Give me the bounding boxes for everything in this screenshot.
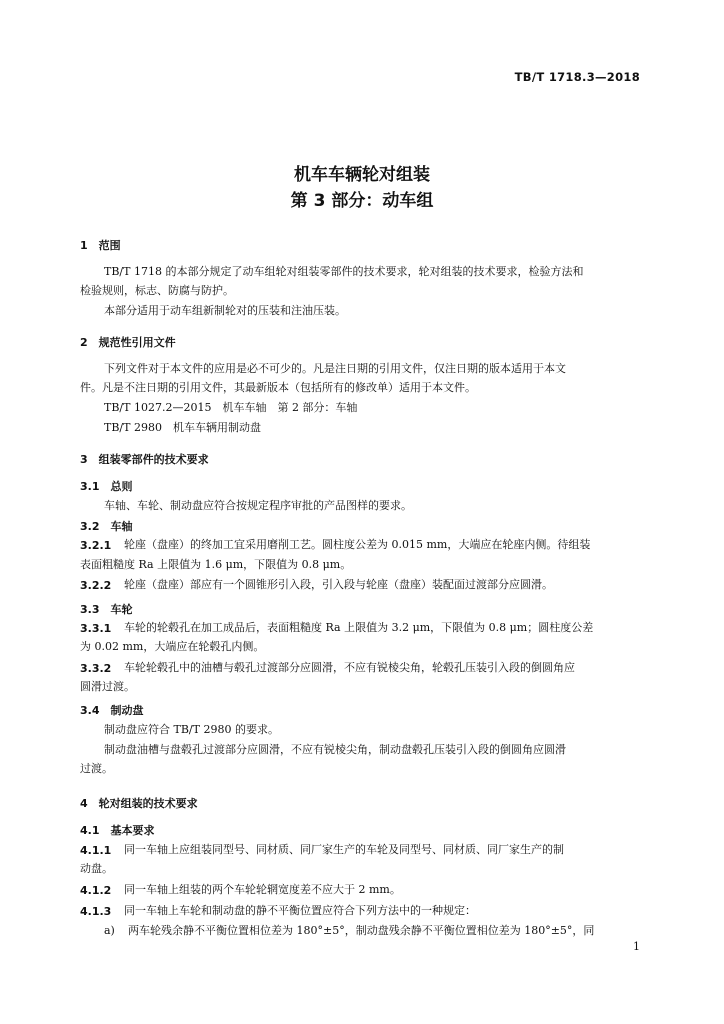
clause-3-3-2-number: 3.3.2 <box>80 662 112 675</box>
list-item-a-text: 两车轮残余静不平衡位置相位差为 180°±5°，制动盘残余静不平衡位置相位差为 180°±5°，同 <box>128 924 595 937</box>
clause-3-1-text: 车轴、车轮、制动盘应符合按规定程序审批的产品图样的要求。 <box>104 499 412 512</box>
clause-4-1-2-number: 4.1.2 <box>80 884 112 897</box>
document-subtitle: 第 3 部分：动车组 <box>290 191 434 211</box>
s2-para1-line2: 件。凡是不注日期的引用文件，其最新版本（包括所有的修改单）适用于本文件。 <box>80 381 476 394</box>
clause-3-2-1-line2: 表面粗糙度 Ra 上限值为 1.6 μm，下限值为 0.8 μm。 <box>80 558 352 571</box>
clause-3-4-heading: 3.4 制动盘 <box>80 704 144 717</box>
clause-3-3-2-line1: 车轮轮毂孔中的油槽与毂孔过渡部分应圆滑，不应有锐棱尖角，轮毂孔压装引入段的倒圆角应 <box>124 661 575 674</box>
reference-tb-t-1027: TB/T 1027.2—2015 机车车轴 第 2 部分：车轴 <box>104 401 358 414</box>
section-2-heading: 2 规范性引用文件 <box>80 336 176 349</box>
clause-4-1-heading: 4.1 基本要求 <box>80 824 155 837</box>
clause-3-3-1-line2: 为 0.02 mm，大端应在轮毂孔内侧。 <box>80 640 265 653</box>
section-3-heading: 3 组装零部件的技术要求 <box>80 453 209 466</box>
list-item-a-marker: a) <box>104 924 115 937</box>
clause-4-1-2-text: 同一车轴上组装的两个车轮轮辋宽度差不应大于 2 mm。 <box>124 883 401 896</box>
clause-3-4-para1: 制动盘应符合 TB/T 2980 的要求。 <box>104 723 279 736</box>
clause-3-2-1-number: 3.2.1 <box>80 539 112 552</box>
clause-3-1-heading: 3.1 总则 <box>80 480 133 493</box>
reference-tb-t-2980: TB/T 2980 机车车辆用制动盘 <box>104 421 261 434</box>
clause-3-4-para2-line2: 过渡。 <box>80 762 113 775</box>
clause-4-1-3-number: 4.1.3 <box>80 905 112 918</box>
s1-para1-line1: TB/T 1718 的本部分规定了动车组轮对组装零部件的技术要求，轮对组装的技术要求，检验方法和 <box>104 265 584 278</box>
s2-para1-line1: 下列文件对于本文件的应用是必不可少的。凡是注日期的引用文件，仅注日期的版本适用于本文 <box>104 362 566 375</box>
clause-4-1-1-line1: 同一车轴上应组装同型号、同材质、同厂家生产的车轮及同型号、同材质、同厂家生产的制 <box>124 843 564 856</box>
document-title: 机车车辆轮对组装 <box>294 165 430 185</box>
clause-3-3-1-line1: 车轮的轮毂孔在加工成品后，表面粗糙度 Ra 上限值为 3.2 μm，下限值为 0.8 μm；圆柱度公差 <box>124 621 594 634</box>
clause-4-1-1-line2: 动盘。 <box>80 862 113 875</box>
clause-3-3-1-number: 3.3.1 <box>80 622 112 635</box>
clause-3-3-heading: 3.3 车轮 <box>80 603 133 616</box>
clause-4-1-1-number: 4.1.1 <box>80 844 112 857</box>
clause-4-1-3-text: 同一车轴上车轮和制动盘的静不平衡位置应符合下列方法中的一种规定： <box>124 904 476 917</box>
page-number: 1 <box>633 940 640 953</box>
s1-para1-line2: 检验规则，标志、防腐与防护。 <box>80 284 234 297</box>
s1-para2: 本部分适用于动车组新制轮对的压装和注油压装。 <box>104 304 346 317</box>
standard-number: TB/T 1718.3—2018 <box>514 70 640 84</box>
clause-3-3-2-line2: 圆滑过渡。 <box>80 680 135 693</box>
section-1-heading: 1 范围 <box>80 239 121 252</box>
clause-3-2-2-number: 3.2.2 <box>80 579 112 592</box>
clause-3-2-heading: 3.2 车轴 <box>80 520 133 533</box>
clause-3-2-1-line1: 轮座（盘座）的终加工宜采用磨削工艺。圆柱度公差为 0.015 mm，大端应在轮座内侧。待组装 <box>124 538 591 551</box>
section-4-heading: 4 轮对组装的技术要求 <box>80 797 198 810</box>
clause-3-2-2-text: 轮座（盘座）部应有一个圆锥形引入段，引入段与轮座（盘座）装配面过渡部分应圆滑。 <box>124 578 553 591</box>
clause-3-4-para2-line1: 制动盘油槽与盘毂孔过渡部分应圆滑，不应有锐棱尖角，制动盘毂孔压装引入段的倒圆角应圆滑 <box>104 743 566 756</box>
